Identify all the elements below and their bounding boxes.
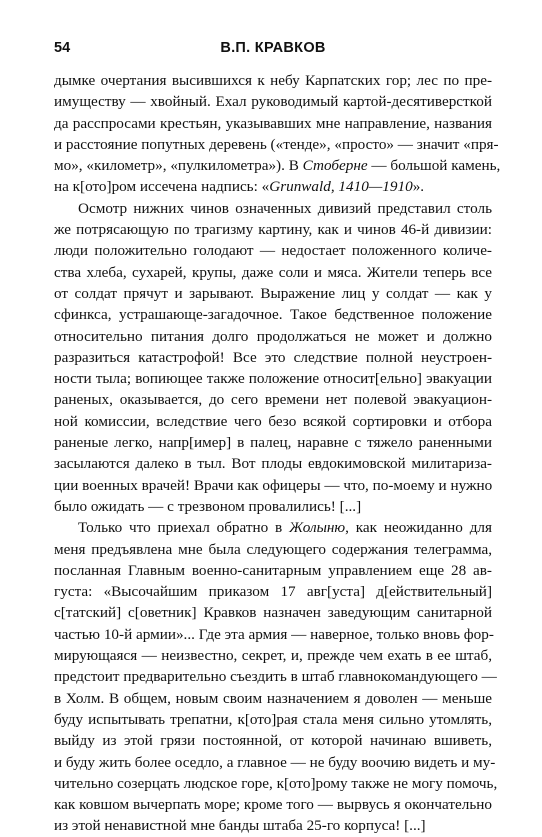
text-line <box>54 794 492 815</box>
text-segment: раненые легко, напр[имер] в палец, наравне с тяжело раненными <box>54 434 492 452</box>
text-segment: мирующаяся — неизвестно, секрет, и, прежде чем ехать в ее штаб, <box>54 647 492 665</box>
text-line <box>54 496 492 517</box>
text-line <box>54 581 492 602</box>
running-head: В.П. КРАВКОВ <box>220 40 326 56</box>
italic-text: Жолыню <box>289 519 346 537</box>
text-line <box>54 155 501 176</box>
text-segment: — большой камень, <box>367 157 501 175</box>
text-segment: люди положительно голодают — недостает положенного количе- <box>54 242 492 260</box>
text-line <box>54 773 498 794</box>
text-line <box>54 283 492 304</box>
text-line <box>54 326 492 347</box>
text-segment: относительно питания долго продолжаться не может и должно <box>54 327 492 345</box>
text-segment: дымке очертания высившихся к небу Карпатских гор; лес по пре- <box>54 72 492 89</box>
text-line <box>54 262 492 283</box>
text-line <box>54 645 492 666</box>
text-segment: ства хлеба, сухарей, крупы, даже соли и мяса. Жители теперь все <box>54 263 492 281</box>
text-segment: в Холм. В общем, новым своим назначением я доволен — меньше <box>54 689 492 707</box>
text-segment: как ковшом вычерпать море; кроме того — вырвусь я окончательно <box>54 796 492 814</box>
text-line <box>54 368 492 389</box>
text-line <box>54 602 492 623</box>
text-segment: было ожидать — с трезвоном провалились! [...] <box>54 497 362 515</box>
text-segment: да расспросами крестьян, указывавших мне направление, названия <box>54 114 492 132</box>
text-segment: и буду жить более оседло, а главное — не буду воочию видеть и му- <box>54 753 496 771</box>
text-segment: густа: «Высочайшим приказом 17 авг[уста] д[ействительный] <box>54 583 492 601</box>
text-segment: ». <box>412 178 425 196</box>
text-segment: посланная Главным военно-санитарным управлением еще 28 ав- <box>54 561 492 579</box>
text-line <box>54 411 492 432</box>
text-line <box>54 134 499 155</box>
text-line <box>54 432 492 453</box>
page-header <box>54 40 492 64</box>
italic-text: Стоберне <box>302 157 368 175</box>
text-segment: буду испытывать трепатни, к[ото]рая стала меня сильно утомлять, <box>54 710 492 728</box>
text-segment: ции военных врачей! Врачи как офицеры — что, по-моему и нужно <box>54 476 493 494</box>
text-segment: и расстояние попутных деревень («тенде», «просто» — значит «пря- <box>54 135 499 153</box>
text-segment: ности тыла; вопиющее также положение относит[ельно] эвакуации <box>54 370 492 388</box>
text-line <box>54 752 496 773</box>
text-line <box>54 389 492 410</box>
text-segment: из этой ненавистной мне банды штаба 25-го корпуса! [...] <box>54 817 426 835</box>
text-line <box>54 709 492 730</box>
text-segment: раненых, оказывается, до сего времени нет полевой эвакуацион- <box>54 391 492 409</box>
text-segment: предстоит предварительно съездить в штаб главнокомандующего — <box>54 668 497 686</box>
text-line <box>54 517 492 538</box>
text-line <box>54 688 492 709</box>
italic-text: Grunwald, 1410—1910 <box>269 178 413 196</box>
text-segment: Только что приехал обратно в <box>78 519 290 537</box>
text-segment: выйду из этой грязи постоянной, от которой начинаю вшиветь, <box>54 732 492 750</box>
text-segment: же потрясающую по трагизму картину, как и чинов 46-й дивизии: <box>54 221 492 239</box>
text-segment: сфинкса, устрашающе-загадочное. Такое бедственное положение <box>54 306 492 324</box>
body-text <box>54 70 501 837</box>
text-segment: мо», «километр», «пулкилометра»). В <box>54 157 303 175</box>
text-line <box>54 219 492 240</box>
text-segment: чительно созерцать людское горе, к[ото]рому также не могу помочь, <box>54 774 498 792</box>
text-segment: на к[ото]ром иссечена надпись: « <box>54 178 270 196</box>
text-segment: Осмотр нижних чинов означенных дивизий представил столь <box>78 199 492 217</box>
text-line <box>54 91 492 112</box>
text-line <box>54 475 492 496</box>
text-segment: разразиться катастрофой! Все это следствие полной неустроен- <box>54 348 492 366</box>
text-line <box>54 70 492 91</box>
text-segment: от солдат прячут и зарывают. Выражение лиц у солдат — как у <box>54 284 492 302</box>
text-line <box>54 560 492 581</box>
text-line <box>54 240 492 261</box>
text-line <box>54 113 492 134</box>
text-line <box>54 666 497 687</box>
text-line <box>54 453 492 474</box>
text-line <box>54 539 492 560</box>
text-segment: частью 10-й армии»... Где эта армия — наверное, только вновь фор- <box>54 625 494 643</box>
text-segment: с[татский] с[оветник] Кравков назначен заведующим санитарной <box>54 604 492 622</box>
text-segment: засылаются далеко в тыл. Вот плоды евдокимовской милитаризa- <box>54 455 492 473</box>
text-line <box>54 304 492 325</box>
text-segment: имуществу — хвойный. Ехал руководимый картой-десятиверсткой <box>54 93 492 111</box>
page-number: 54 <box>54 40 71 56</box>
text-line <box>54 730 492 751</box>
text-segment: ной комиссии, вследствие чего безо всякой сортировки и отбора <box>54 412 492 430</box>
text-segment: меня предъявлена мне была следующего содержания телеграмма, <box>54 540 492 558</box>
text-line <box>54 624 492 645</box>
text-line <box>54 815 492 836</box>
text-segment: , как неожиданно для <box>345 519 492 537</box>
text-line <box>54 198 492 219</box>
text-line <box>54 176 492 197</box>
text-line <box>54 347 492 368</box>
